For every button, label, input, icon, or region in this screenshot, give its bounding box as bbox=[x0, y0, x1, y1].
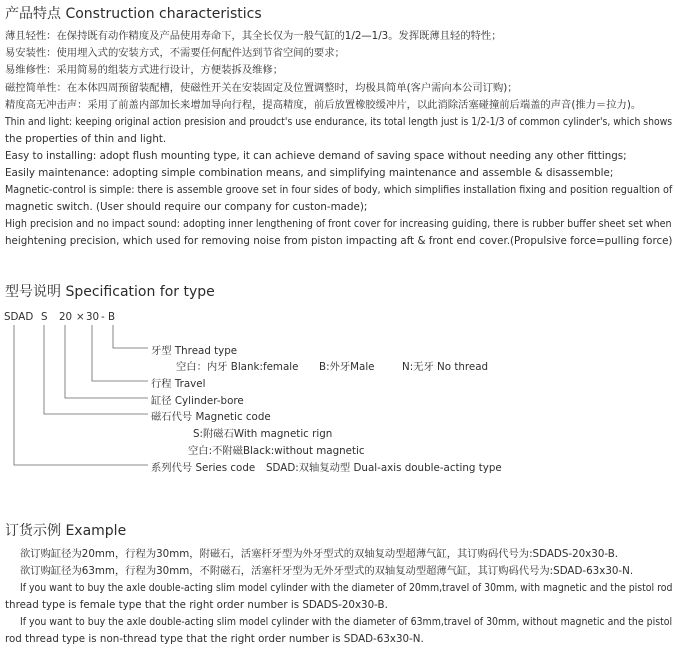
example-heading: 订货示例 Example bbox=[5, 523, 127, 539]
label-magnetic-code: 磁石代号 Magnetic code bbox=[151, 411, 271, 423]
construction-line-en-1: Thin and light: keeping original action presision and proudct's use endurance, its total length just is 1/2-1/3 of common cylinder's, which shows bbox=[5, 116, 673, 128]
label-magnetic-without: 空白:不附磁Black:without magnetic bbox=[188, 445, 365, 457]
construction-line-en-5: Magnetic-control is simple: there is assemble groove set in four sides of body, which simplifies installation fixing and position regualtion of bbox=[5, 184, 673, 196]
label-series-sdad: SDAD:双轴复动型 Dual-axis double-acting type bbox=[266, 462, 502, 474]
connector-series bbox=[14, 325, 148, 465]
connector-magnet bbox=[44, 325, 148, 414]
code-times: × bbox=[76, 311, 85, 323]
label-thread-male: B:外牙Male bbox=[319, 361, 375, 373]
construction-line-cn-1: 薄且轻性：在保持既有动作精度及产品使用寿命下，其全长仅为一般气缸的1/2—1/3。发挥既薄且轻的特性； bbox=[5, 30, 502, 42]
label-thread-blank: 空白：内牙 Blank:female bbox=[176, 361, 299, 373]
spec-heading: 型号说明 Specification for type bbox=[5, 284, 215, 300]
construction-line-en-3: Easy to installing: adopt flush mounting type, it can achieve demand of saving space without needing any other fittings; bbox=[5, 150, 627, 162]
construction-line-en-2: the properties of thin and light. bbox=[5, 133, 167, 145]
connector-thread bbox=[113, 325, 148, 348]
example-line-en-3: If you want to buy the axle double-acting slim model cylinder with the diameter of 63mm,travel of 30mm, without magnetic and the pistol bbox=[20, 616, 673, 628]
connector-bore bbox=[65, 325, 148, 398]
code-travel: 30 bbox=[86, 311, 100, 323]
code-series: SDAD bbox=[4, 311, 34, 323]
label-thread-none: N:无牙 No thread bbox=[402, 361, 489, 373]
example-line-cn-1: 欲订购缸径为20mm，行程为30mm，附磁石，活塞杆牙型为外牙型式的双轴复动型超薄气缸，其订购码代号为:SDADS-20x30-B. bbox=[20, 548, 619, 560]
example-line-en-4: rod thread type is non-thread type that the right order number is SDAD-63x30-N. bbox=[5, 633, 424, 645]
code-thread: B bbox=[108, 311, 116, 323]
construction-line-en-4: Easily maintenance: adopting simple combination means, and simplifying maintenance and assemble & disassemble; bbox=[5, 167, 614, 179]
construction-line-cn-5: 精度高无冲击声：采用了前盖内部加长来增加导向行程，提高精度，前后放置橡胶缓冲片，以此消除活塞碰撞前后端盖的声音(推力＝拉力)。 bbox=[5, 99, 642, 111]
code-bore: 20 bbox=[59, 311, 73, 323]
code-magnet: S bbox=[41, 311, 48, 323]
label-travel: 行程 Travel bbox=[151, 378, 206, 390]
construction-line-cn-2: 易安装性：使用埋入式的安装方式，不需要任何配件达到节省空间的要求； bbox=[5, 47, 345, 59]
construction-line-cn-4: 磁控简单性：在本体四周预留装配槽，使磁性开关在安装固定及位置调整时，均极具简单(客户需向本公司订购)； bbox=[5, 82, 518, 94]
label-magnetic-with: S:附磁石With magnetic rign bbox=[193, 428, 333, 440]
label-thread-type: 牙型 Thread type bbox=[151, 345, 238, 357]
construction-line-en-6: magnetic switch. (User should require our company for custon-made); bbox=[5, 201, 368, 213]
example-line-en-2: thread type is female type that the right order number is SDADS-20x30-B. bbox=[5, 599, 388, 611]
example-line-cn-2: 欲订购缸径为63mm，行程为30mm，不附磁石，活塞杆牙型为无外牙型式的双轴复动型超薄气缸，其订购码代号为:SDAD-63x30-N. bbox=[20, 565, 634, 577]
construction-line-en-7: High precision and no impact sound: adopting inner lengthening of front cover for increasing guiding, there is rubber buffer sheet set when bbox=[5, 218, 672, 230]
example-line-en-1: If you want to buy the axle double-acting slim model cylinder with the diameter of 20mm,travel of 30mm, with magnetic and the pistol rod bbox=[20, 582, 673, 594]
label-bore: 缸径 Cylinder-bore bbox=[151, 395, 244, 407]
code-dash: - bbox=[101, 311, 105, 323]
construction-heading: 产品特点 Construction characteristics bbox=[5, 6, 262, 22]
construction-line-en-8: heightening precision, which used for removing noise from piston impacting aft & front end cover.(Propulsive force=pulling force) bbox=[5, 235, 673, 247]
connector-travel bbox=[92, 325, 148, 381]
construction-line-cn-3: 易维修性：采用简易的组装方式进行设计，方便装拆及维修； bbox=[5, 64, 284, 76]
label-series-code: 系列代号 Series code bbox=[151, 462, 256, 474]
